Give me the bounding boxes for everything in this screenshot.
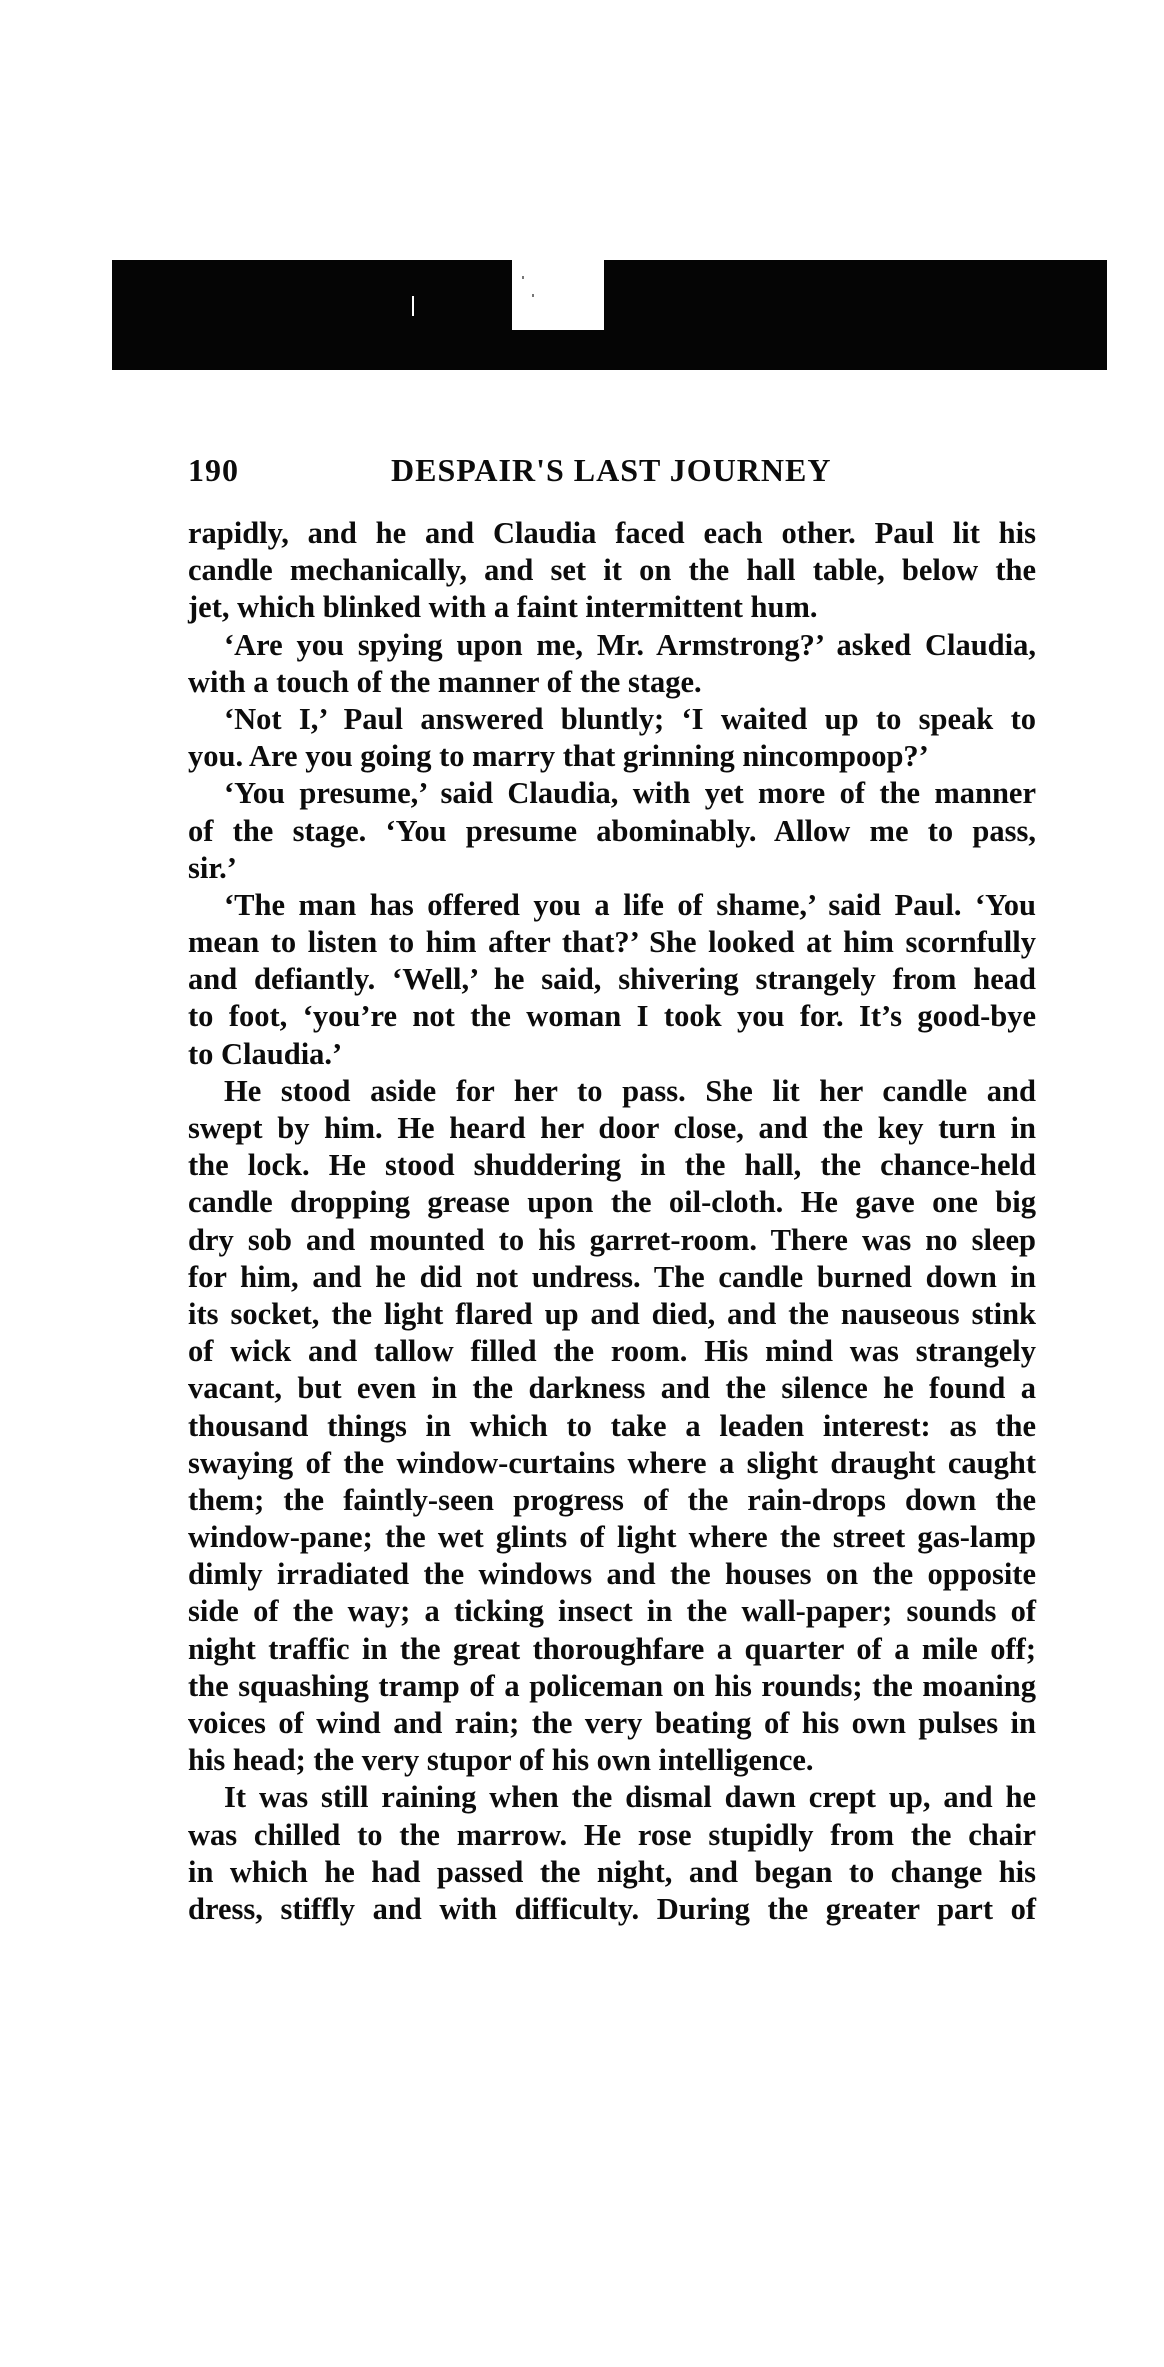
text-line: dress, stiffly and with difficulty. During the greater part of [188,1891,1036,1926]
text-line: ‘Not I,’ Paul answered bluntly; ‘I waited up to speak to [224,701,1036,736]
text-line: in which he had passed the night, and began to change his [188,1854,1036,1889]
text-line: the lock. He stood shuddering in the hall, the chance-held [188,1148,1036,1183]
text-line: mean to listen to him after that?’ She looked at him scornfully [188,925,1036,960]
scan-bar-tick [412,296,414,316]
text-line: dry sob and mounted to his garret-room. There was no sleep [188,1222,1036,1257]
text-line: voices of wind and rain; the very beating of his own pulses in [188,1706,1036,1740]
text-line: the squashing tramp of a policeman on his rounds; the moaning [188,1668,1036,1703]
text-line: them; the faintly-seen progress of the rain-drops down the [188,1482,1036,1517]
scan-black-bar [112,260,1107,370]
running-title: DESPAIR'S LAST JOURNEY [391,452,832,488]
text-line: vacant, but even in the darkness and the silence he found a [188,1371,1036,1406]
text-line: window-pane; the wet glints of light where the street gas-lamp [188,1520,1036,1555]
text-line: ‘The man has offered you a life of shame,’ said Paul. ‘You [224,887,1036,922]
scan-speck [522,276,524,279]
body-text [188,515,1036,1928]
text-line: dimly irradiated the windows and the houses on the opposite [188,1557,1036,1592]
text-line: of wick and tallow filled the room. His mind was strangely [188,1334,1036,1369]
text-line: its socket, the light flared up and died, and the nauseous stink [188,1296,1036,1331]
text-line: swaying of the window-curtains where a slight draught caught [188,1445,1036,1480]
text-line: jet, which blinked with a faint intermittent hum. [188,590,818,625]
text-line: ‘You presume,’ said Claudia, with yet more of the manner [224,776,1036,811]
text-line: side of the way; a ticking insect in the wall-paper; sounds of [188,1594,1036,1629]
page-number: 190 [188,452,239,488]
page-header [188,452,1036,498]
text-line: was chilled to the marrow. He rose stupidly from the chair [188,1817,1036,1852]
text-line: for him, and he did not undress. The candle burned down in [188,1259,1036,1294]
text-line: sir.’ [188,850,237,885]
text-line: It was still raining when the dismal dawn crept up, and he [224,1780,1036,1815]
text-line: candle dropping grease upon the oil-cloth. He gave one big [188,1185,1036,1220]
text-line: to Claudia.’ [188,1036,343,1071]
text-line: thousand things in which to take a leaden interest: as the [188,1408,1036,1443]
text-line: He stood aside for her to pass. She lit her candle and [224,1073,1036,1108]
scan-bar-notch [512,260,604,330]
text-line: rapidly, and he and Claudia faced each other. Paul lit his [188,516,1036,550]
text-line: swept by him. He heard her door close, and the key turn in [188,1111,1036,1145]
text-line: of the stage. ‘You presume abominably. Allow me to pass, [188,813,1036,848]
text-line: to foot, ‘you’re not the woman I took you for. It’s good-bye [188,999,1036,1034]
text-line: night traffic in the great thoroughfare a quarter of a mile off; [188,1631,1036,1666]
text-line: with a touch of the manner of the stage. [188,664,702,699]
scan-speck [532,294,534,297]
text-line: ‘Are you spying upon me, Mr. Armstrong?’ asked Claudia, [224,627,1036,662]
text-line: candle mechanically, and set it on the hall table, below the [188,553,1036,588]
text-line: his head; the very stupor of his own intelligence. [188,1743,814,1778]
text-line: and defiantly. ‘Well,’ he said, shivering strangely from head [188,962,1036,997]
text-line: you. Are you going to marry that grinning nincompoop?’ [188,739,929,774]
